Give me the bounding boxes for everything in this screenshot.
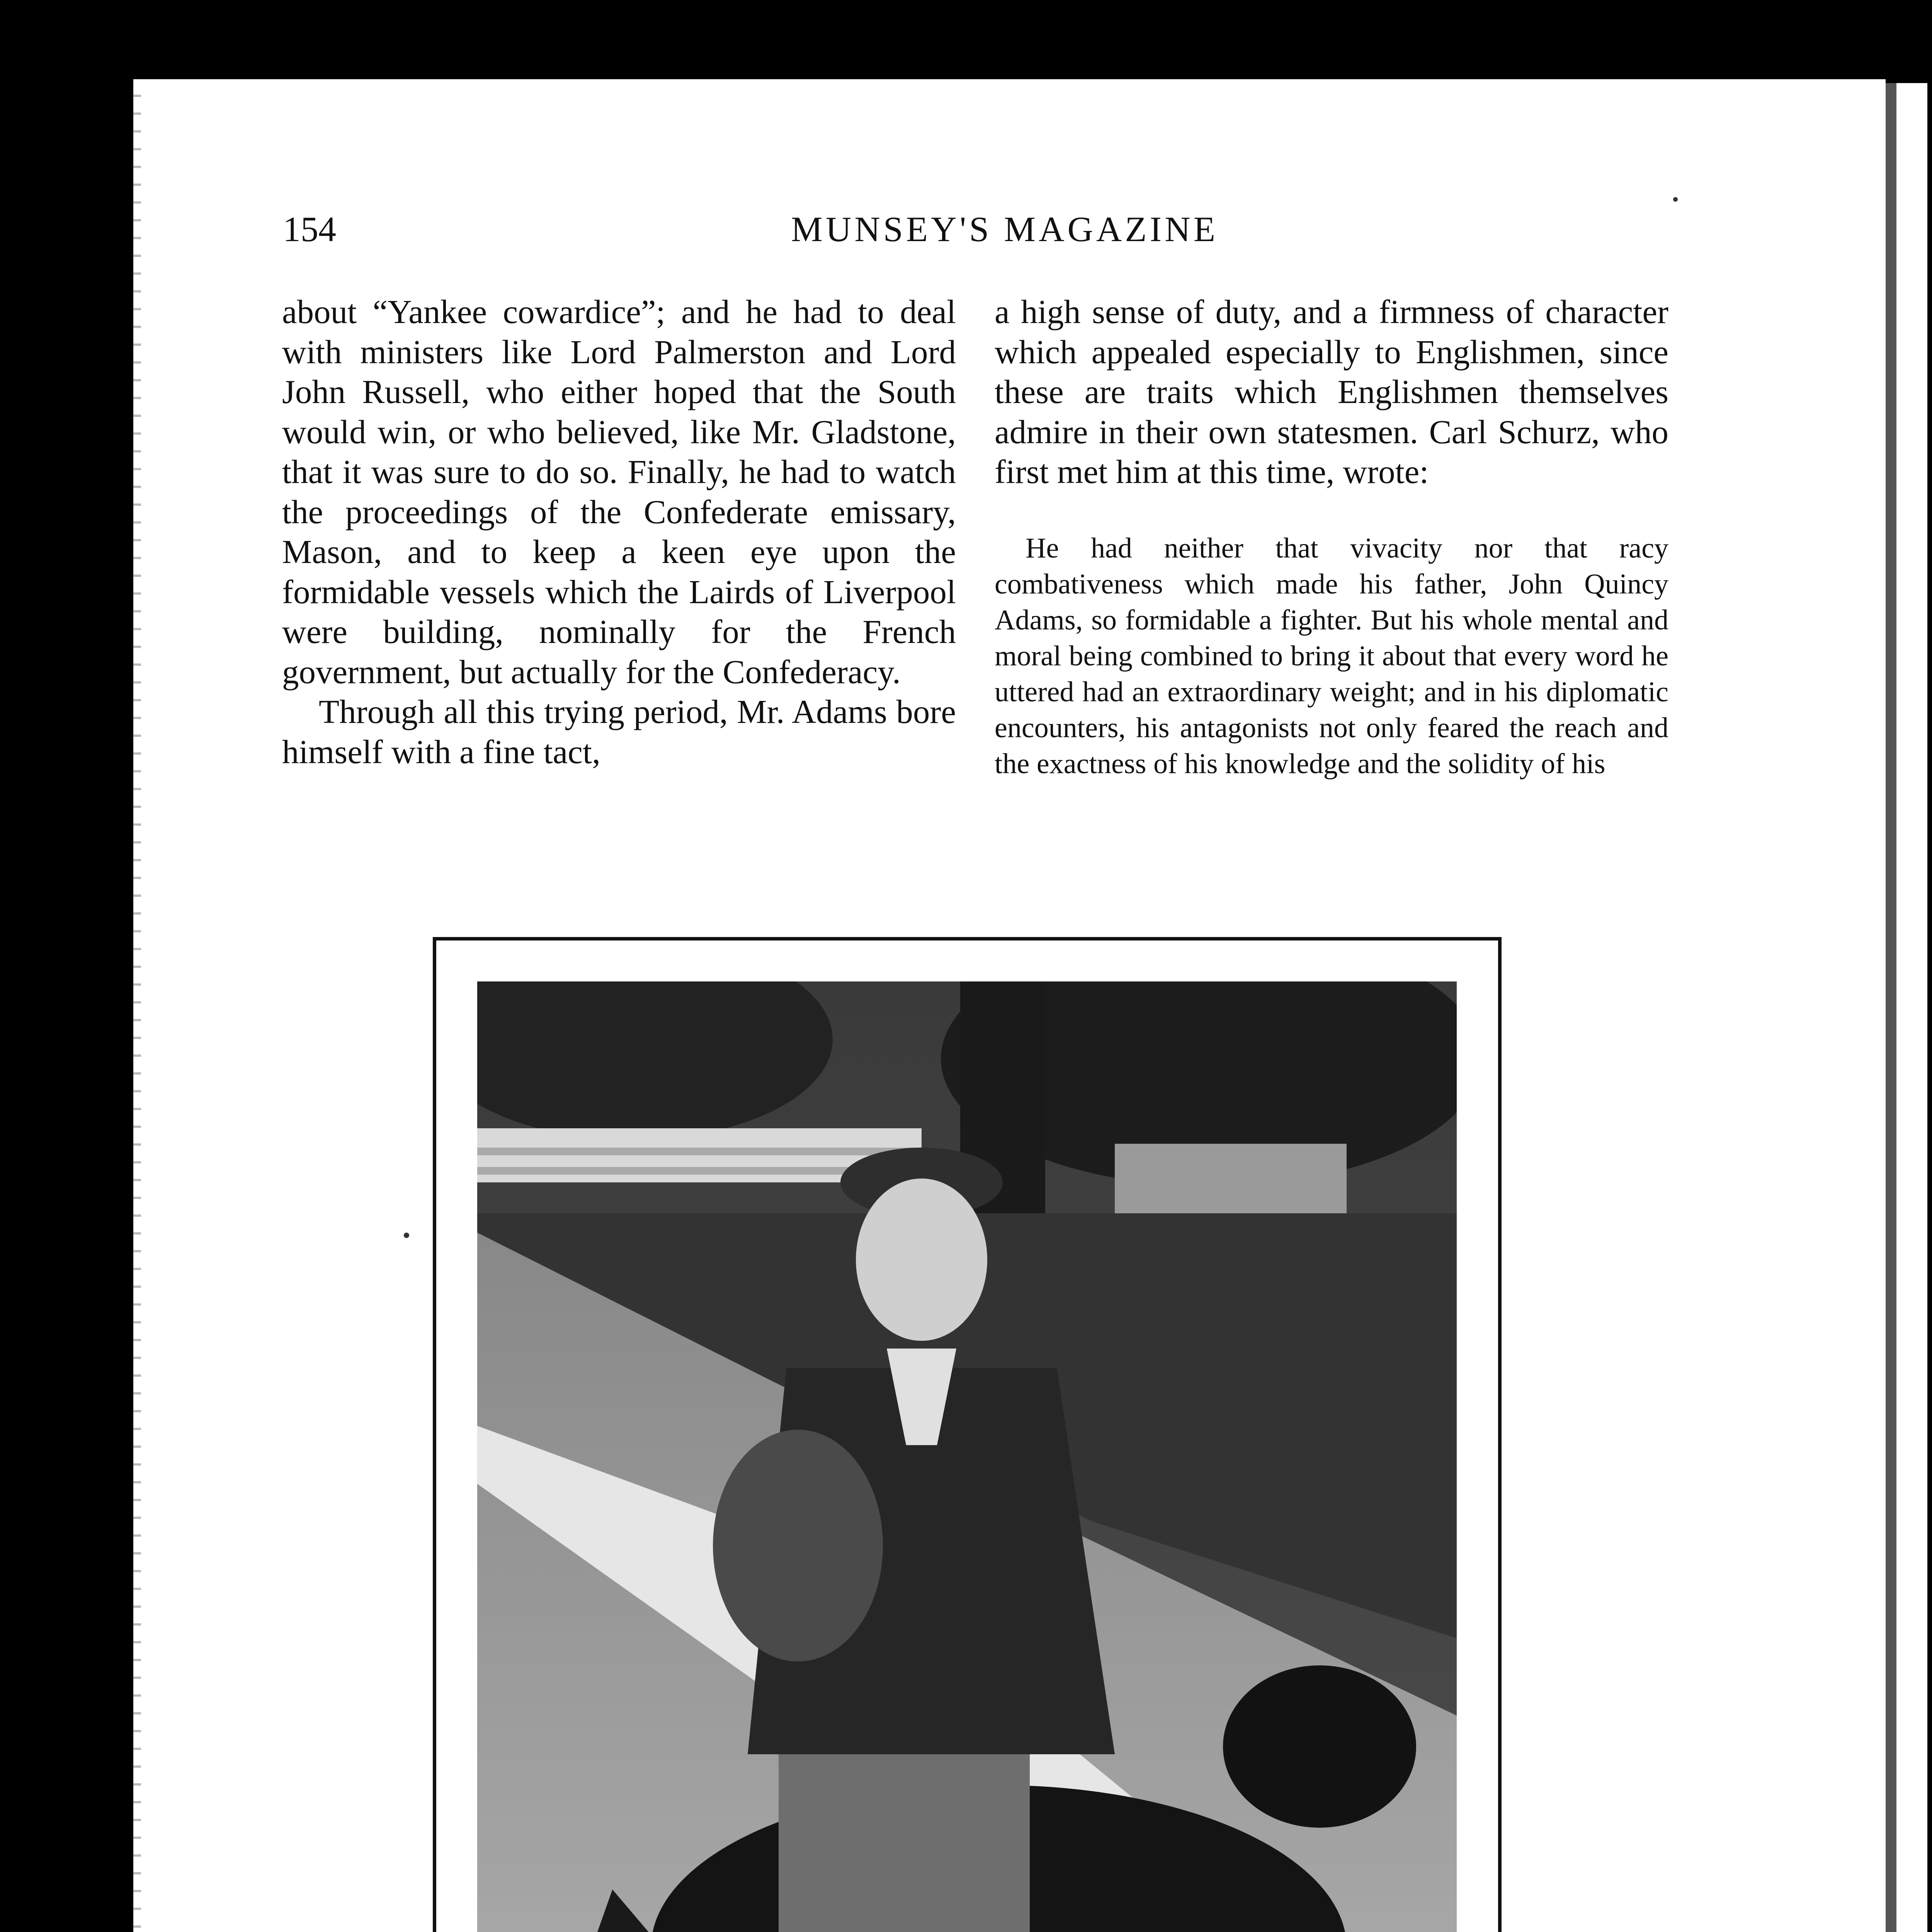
right-paragraph: a high sense of duty, and a firmness of character which appealed especially to Englishmen, since these are traits which Englishmen themselves admire in their own statesmen. Carl Schurz, who first met him at this time, wrote: <box>995 293 1668 490</box>
page-gutter-edge <box>133 79 141 1932</box>
left-column <box>282 292 956 772</box>
print-speck <box>1673 197 1678 202</box>
left-paragraph-2: Through all this trying period, Mr. Adams bore himself with a fine tact, <box>282 693 956 770</box>
schurz-quotation: He had neither that vivacity nor that racy combativeness which made his father, John Quincy Adams, so formidable a fighter. But his whole mental and moral being combined to bring it about that every word he uttered had an extraordinary weight; and in his diplomatic encounters, his antagonists not only feared the reach and the exactness of his knowledge and the solidity of his <box>995 532 1668 780</box>
page-number: 154 <box>283 209 336 249</box>
photograph-boy-with-dog <box>477 981 1457 1932</box>
left-paragraph-1: about “Yankee cowardice”; and he had to deal with ministers like Lord Palmerston and Lord John Russell, who either hoped that the South would win, or who believed, like Mr. Gladstone, that it was sure to do so. Finally, he had to watch the proceedings of the Confederate emissary, Mason, and to keep a keen eye upon the formidable vessels which the Lairds of Liverpool were building, nominally for the French government, but actually for the Confederacy. <box>282 293 956 690</box>
running-head: MUNSEY'S MAGAZINE <box>791 209 1218 249</box>
right-column <box>995 292 1668 782</box>
print-speck <box>404 1233 409 1238</box>
photograph-illustration <box>477 981 1457 1932</box>
facing-page-edge <box>1886 83 1927 1932</box>
